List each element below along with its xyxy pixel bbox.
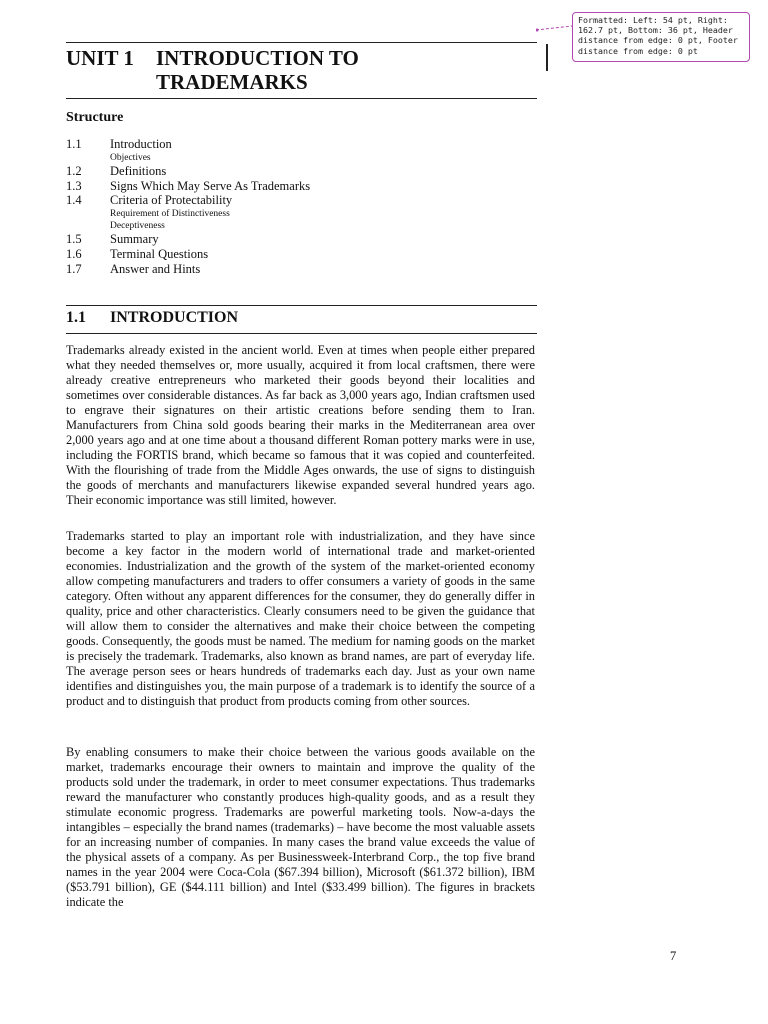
structure-item xyxy=(66,179,310,194)
top-rule xyxy=(66,42,537,43)
structure-item-label: Signs Which May Serve As Trademarks xyxy=(110,178,311,193)
structure-item-label: Introduction xyxy=(110,137,172,151)
structure-heading: Structure xyxy=(66,110,124,125)
structure-item-number: 1.1 xyxy=(66,137,82,151)
change-bar xyxy=(546,44,548,71)
annotation-text: Formatted: Left: 54 pt, Right: 162.7 pt, Bottom: 36 pt, Header distance from edge: 0 pt, Footer distance from edge: 0 pt xyxy=(578,15,738,56)
title-rule xyxy=(66,98,537,99)
unit-title xyxy=(66,46,359,94)
unit-number: UNIT 1 xyxy=(66,46,134,70)
structure-subitem: Objectives xyxy=(110,152,151,163)
unit-title-line1: INTRODUCTION TO xyxy=(156,46,359,70)
unit-title-line2: TRADEMARKS xyxy=(156,70,308,94)
section-heading xyxy=(66,309,238,327)
paragraph-3: By enabling consumers to make their choice between the various goods available on the market, trademarks encourage their owners to maintain and improve the quality of the products sold under the trademark, in order to meet consumer expectations. Thus trademarks reward the manufacturer who constantly produces high-quality goods, and as a result they stimulate economic progress. Trademarks are powerful marketing tools. Now-a-days the intangibles – especially the brand names (trademarks) – have become the most valuable assets for an increasing number of companies. In many cases the brand value exceeds the value of the physical assets of a company. As per Businessweek-Interbrand Corp., the top five brand names in the year 2004 were Coca-Cola ($67.394 billion), Microsoft ($61.372 billion), IBM ($53.791 billion), GE ($44.111 billion) and Intel ($33.499 billion). The figures in brackets indicate the xyxy=(66,745,535,909)
structure-subitem: Requirement of Distinctiveness xyxy=(110,209,230,220)
section-rule-top xyxy=(66,305,537,306)
structure-item xyxy=(66,232,310,247)
structure-list xyxy=(66,137,310,277)
structure-item-number: 1.6 xyxy=(66,246,82,261)
structure-item-number: 1.5 xyxy=(66,232,82,247)
structure-item xyxy=(66,193,310,208)
structure-item-label: Terminal Questions xyxy=(110,246,209,261)
structure-item-number: 1.2 xyxy=(66,163,82,178)
structure-subitem: Deceptiveness xyxy=(110,221,165,232)
structure-item-label: Summary xyxy=(110,232,159,247)
structure-item-number: 1.3 xyxy=(66,178,82,193)
structure-item xyxy=(66,262,310,277)
structure-item-label: Definitions xyxy=(110,163,167,178)
paragraph-2: Trademarks started to play an important role with industrialization, and they have since become a key factor in the modern world of international trade and market-oriented economies. Industrialization and the growth of the system of the market-oriented economy allow competing manufacturers and traders to offer consumers a variety of goods in the same category. Often without any apparent differences for the consumer, they do generally differ in quality, price and other characteristics. Clearly consumers need to be given the guidance that will allow them to consider the alternatives and make their choice between the competing goods. Consequently, the goods must be named. The medium for naming goods on the market is precisely the trademark. Trademarks, also known as brand names, are part of everyday life. The average person sees or hears hundreds of trademarks each day. Just as your own name identifies and distinguishes you, the main purpose of a trademark is to identify the source of a product and to distinguish that product from products coming from other sources. xyxy=(66,529,535,708)
structure-item xyxy=(66,247,310,262)
section-rule-bottom xyxy=(66,333,537,334)
section-title: INTRODUCTION xyxy=(110,309,239,326)
structure-item-label: Answer and Hints xyxy=(110,261,201,276)
structure-item xyxy=(66,137,310,152)
format-annotation-balloon[interactable] xyxy=(572,12,750,62)
section-number: 1.1 xyxy=(66,309,86,326)
page-number: 7 xyxy=(670,949,677,963)
structure-item-number: 1.7 xyxy=(66,261,82,276)
structure-item xyxy=(66,164,310,179)
paragraph-1: Trademarks already existed in the ancient world. Even at times when people either prepared what they needed themselves or, more usually, acquired it from local craftsmen, there were already creative entrepreneurs who marketed their goods beyond their localities and sometimes over considerable distances. As far back as 3,000 years ago, Indian craftsmen used to engrave their signatures on their artistic creations before sending them to Iran. Manufacturers from China sold goods bearing their marks in the Mediterranean area over 2,000 years ago and at one time about a thousand different Roman pottery marks were in use, including the FORTIS brand, which became so famous that it was copied and counterfeited. With the flourishing of trade from the Middle Ages onwards, the use of signs to distinguish the goods of merchants and manufacturers likewise expanded several hundred years ago. Their economic importance was still limited, however. xyxy=(66,343,535,507)
structure-item-number: 1.4 xyxy=(66,193,82,208)
structure-item-label: Criteria of Protectability xyxy=(110,193,233,208)
